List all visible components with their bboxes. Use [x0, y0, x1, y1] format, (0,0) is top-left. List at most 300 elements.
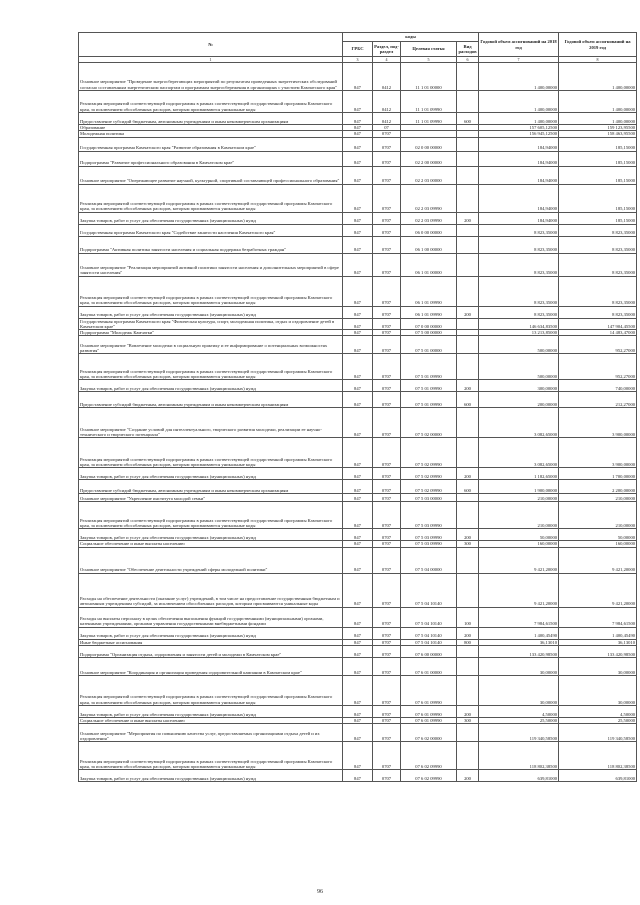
row-cs-cell: 07 5 03 09990: [401, 529, 457, 541]
row-razdel-cell: 0707: [373, 541, 401, 547]
row-grbs-cell: 847: [343, 184, 373, 212]
row-razdel-cell: 0707: [373, 151, 401, 166]
row-name-cell: Расходы на обеспечение деятельности (оказание услуг) учреждений, в том числе на предоставление государственным бюджетным и автономным учреждениям субсидий, за исключением обособленных расходов, которым присваиваются уникальные коды: [79, 573, 343, 607]
row-grbs-cell: 847: [343, 438, 373, 468]
row-cs-cell: 07 5 04 10140: [401, 607, 457, 627]
table-row: [79, 770, 637, 782]
row-2019-cell: 36,13010: [559, 639, 637, 645]
row-razdel-cell: 0707: [373, 706, 401, 718]
row-cs-cell: 06 0 00 00000: [401, 224, 457, 236]
row-2018-cell: 157 605,12500: [479, 125, 559, 131]
row-razdel-cell: 0707: [373, 236, 401, 253]
row-2018-cell: 50,00000: [479, 529, 559, 541]
table-row: [79, 529, 637, 541]
row-2019-cell: 952,27000: [559, 354, 637, 380]
row-razdel-cell: 0707: [373, 306, 401, 318]
row-2018-cell: 1 400,00000: [479, 91, 559, 113]
col-2019-header: Годовой объем ассигнований на 2019 год: [559, 33, 637, 57]
row-vr-cell: 200: [457, 770, 479, 782]
row-grbs-cell: 847: [343, 336, 373, 354]
row-razdel-cell: 0707: [373, 627, 401, 639]
row-2018-cell: 184,94000: [479, 184, 559, 212]
row-vr-cell: 200: [457, 627, 479, 639]
table-row: [79, 113, 637, 125]
row-2019-cell: 133 420,98500: [559, 646, 637, 658]
row-name-cell: Предоставление субсидий бюджетным, автономным учреждениям и иным некоммерческим организациям: [79, 113, 343, 125]
row-2018-cell: 639,81000: [479, 770, 559, 782]
row-cs-cell: 07 5 01 09990: [401, 354, 457, 380]
row-grbs-cell: 847: [343, 770, 373, 782]
row-2019-cell: 7 984,61500: [559, 607, 637, 627]
row-cs-cell: 06 1 00 00000: [401, 236, 457, 253]
row-grbs-cell: 847: [343, 224, 373, 236]
row-2019-cell: 3 900,00000: [559, 438, 637, 468]
row-2018-cell: 133 420,98500: [479, 646, 559, 658]
row-name-cell: Основное мероприятие "Координация и организация проведения оздоровительной кампании в Камчатском крае": [79, 658, 343, 676]
row-name-cell: Основное мероприятие "Мероприятия по повышению качества услуг, предоставляемых организациями отдыха детей и их оздоровления": [79, 724, 343, 742]
row-name-cell: Закупка товаров, работ и услуг для обеспечения государственных (муниципальных) нужд: [79, 380, 343, 392]
row-cs-cell: 07 5 00 00000: [401, 330, 457, 336]
row-razdel-cell: 0707: [373, 224, 401, 236]
row-razdel-cell: 0707: [373, 392, 401, 408]
row-grbs-cell: 847: [343, 646, 373, 658]
row-2019-cell: 8 823,35000: [559, 253, 637, 276]
row-name-cell: Образование: [79, 125, 343, 131]
row-razdel-cell: 0707: [373, 253, 401, 276]
row-2018-cell: 9 421,20000: [479, 547, 559, 573]
row-name-cell: Расходы на выплаты персоналу в целях обеспечения выполнения функций государственными (муниципальными) органами, казенными учреждениями, органами управления государственными внебюджетными фондами: [79, 607, 343, 627]
row-name-cell: Реализация мероприятий соответствующей подпрограммы в рамках соответствующей государственной программы Камчатского края, за исключением обособленных расходов, которым присваиваются уникальные коды: [79, 676, 343, 706]
row-vr-cell: [457, 276, 479, 306]
row-name-cell: Закупка товаров, работ и услуг для обеспечения государственных (муниципальных) нужд: [79, 529, 343, 541]
row-vr-cell: 600: [457, 113, 479, 125]
row-2018-cell: 1 400,00000: [479, 63, 559, 91]
row-razdel-cell: 0707: [373, 494, 401, 502]
row-razdel-cell: 0707: [373, 408, 401, 438]
row-name-cell: Подпрограмма "Организация отдыха, оздоровления и занятости детей и молодежи в Камчатском крае": [79, 646, 343, 658]
row-2018-cell: 500,00000: [479, 354, 559, 380]
row-2019-cell: 1 400,00000: [559, 91, 637, 113]
table-row: [79, 468, 637, 480]
budget-sheet: [78, 32, 636, 782]
row-2019-cell: 1 400,00000: [559, 63, 637, 91]
row-cs-cell: 07 5 04 10140: [401, 639, 457, 645]
row-grbs-cell: 847: [343, 392, 373, 408]
row-cs-cell: 07 6 02 00000: [401, 724, 457, 742]
row-2019-cell: 185,15000: [559, 137, 637, 151]
row-2019-cell: 50,00000: [559, 529, 637, 541]
row-name-cell: Основное мероприятие "Вовлечение молодежи в социальную практику и ее информирование о потенциальных возможностях развития": [79, 336, 343, 354]
row-name-cell: Основное мероприятие "Укрепление института молодой семьи": [79, 494, 343, 502]
row-2018-cell: 8 823,35000: [479, 276, 559, 306]
row-grbs-cell: 847: [343, 573, 373, 607]
row-2018-cell: 184,94000: [479, 166, 559, 184]
row-2018-cell: 8 823,35000: [479, 224, 559, 236]
row-vr-cell: [457, 573, 479, 607]
page-number: 96: [317, 889, 323, 895]
row-name-cell: Основное мероприятие "Реализация мероприятий активной политики занятости населения и дополнительных мероприятий в сфере занятости населения": [79, 253, 343, 276]
row-razdel-cell: 0707: [373, 184, 401, 212]
row-grbs-cell: 847: [343, 131, 373, 137]
row-name-cell: Подпрограмма "Развитие профессионального образования в Камчатском крае": [79, 151, 343, 166]
row-name-cell: Основное мероприятие "Опережающее развитие научной, культурной, спортивной составляющей профессионального образования": [79, 166, 343, 184]
row-vr-cell: 200: [457, 529, 479, 541]
row-2019-cell: 30,00000: [559, 658, 637, 676]
row-cs-cell: 06 1 01 09990: [401, 306, 457, 318]
table-row: [79, 63, 637, 91]
row-2018-cell: 200,00000: [479, 392, 559, 408]
row-vr-cell: [457, 336, 479, 354]
row-grbs-cell: 847: [343, 151, 373, 166]
row-2018-cell: 119 340,58500: [479, 724, 559, 742]
table-row: [79, 547, 637, 573]
row-name-cell: Реализация мероприятий соответствующей подпрограммы в рамках соответствующей государственной программы Камчатского края, за исключением обособленных расходов, которым присваиваются уникальные коды: [79, 438, 343, 468]
row-grbs-cell: 847: [343, 354, 373, 380]
col-cs-header: Целевая статья: [401, 42, 457, 57]
row-name-cell: Социальное обеспечение и иные выплаты населению: [79, 541, 343, 547]
row-2018-cell: 1 900,00000: [479, 480, 559, 494]
row-name-cell: Иные бюджетные ассигнования: [79, 639, 343, 645]
row-2019-cell: 159 123,95500: [559, 125, 637, 131]
row-grbs-cell: 847: [343, 658, 373, 676]
row-grbs-cell: 847: [343, 494, 373, 502]
table-row: [79, 724, 637, 742]
row-2018-cell: 210,00000: [479, 494, 559, 502]
row-grbs-cell: 847: [343, 541, 373, 547]
row-razdel-cell: 0707: [373, 639, 401, 645]
row-cs-cell: 06 1 01 09990: [401, 276, 457, 306]
row-vr-cell: 200: [457, 706, 479, 718]
row-name-cell: Социальное обеспечение и иные выплаты населению: [79, 718, 343, 724]
row-name-cell: Подпрограмма "Активная политика занятости населения и социальная поддержка безработных граждан": [79, 236, 343, 253]
table-row: [79, 646, 637, 658]
row-2019-cell: 8 823,35000: [559, 236, 637, 253]
row-vr-cell: [457, 354, 479, 380]
row-cs-cell: 07 5 04 10140: [401, 573, 457, 607]
row-cs-cell: 07 5 04 00000: [401, 547, 457, 573]
row-2019-cell: 8 823,35000: [559, 306, 637, 318]
row-razdel-cell: 0707: [373, 547, 401, 573]
table-row: [79, 380, 637, 392]
row-2018-cell: 7 984,61500: [479, 607, 559, 627]
row-cs-cell: 07 5 03 09990: [401, 502, 457, 529]
row-grbs-cell: 847: [343, 253, 373, 276]
row-vr-cell: [457, 63, 479, 91]
table-row: [79, 224, 637, 236]
row-name-cell: Реализация мероприятий соответствующей подпрограммы в рамках соответствующей государственной программы Камчатского края, за исключением обособленных расходов, которым присваиваются уникальные коды: [79, 354, 343, 380]
col-index: 3: [343, 57, 373, 63]
row-razdel-cell: 0707: [373, 131, 401, 137]
row-razdel-cell: 0707: [373, 718, 401, 724]
row-vr-cell: [457, 318, 479, 330]
row-vr-cell: [457, 184, 479, 212]
row-vr-cell: [457, 91, 479, 113]
row-razdel-cell: 0707: [373, 573, 401, 607]
row-2018-cell: 184,94000: [479, 151, 559, 166]
row-grbs-cell: 847: [343, 137, 373, 151]
row-razdel-cell: 0707: [373, 137, 401, 151]
row-2019-cell: 185,15000: [559, 151, 637, 166]
table-row: [79, 336, 637, 354]
row-cs-cell: 07 5 02 09990: [401, 468, 457, 480]
row-cs-cell: 02 2 03 09990: [401, 212, 457, 224]
table-row: [79, 184, 637, 212]
row-grbs-cell: 847: [343, 676, 373, 706]
row-2019-cell: 1 400,00000: [559, 113, 637, 125]
table-row: [79, 718, 637, 724]
row-2019-cell: 185,15000: [559, 212, 637, 224]
row-grbs-cell: 847: [343, 166, 373, 184]
col-index: 7: [479, 57, 559, 63]
row-2019-cell: 160,00000: [559, 541, 637, 547]
row-razdel-cell: 0707: [373, 380, 401, 392]
row-razdel-cell: 0707: [373, 676, 401, 706]
row-vr-cell: [457, 253, 479, 276]
row-2019-cell: 14 483,47000: [559, 330, 637, 336]
row-2018-cell: 160,00000: [479, 541, 559, 547]
table-row: [79, 502, 637, 529]
row-2019-cell: 9 421,20000: [559, 573, 637, 607]
row-2018-cell: 146 634,83500: [479, 318, 559, 330]
row-2018-cell: 13 213,85000: [479, 330, 559, 336]
row-cs-cell: 02 2 03 00000: [401, 166, 457, 184]
row-cs-cell: 07 6 01 00000: [401, 658, 457, 676]
row-vr-cell: 200: [457, 212, 479, 224]
row-razdel-cell: 0707: [373, 658, 401, 676]
row-cs-cell: 07 5 02 09990: [401, 438, 457, 468]
row-name-cell: Закупка товаров, работ и услуг для обеспечения государственных (муниципальных) нужд: [79, 706, 343, 718]
table-row: [79, 541, 637, 547]
col-index: 1: [79, 57, 343, 63]
row-grbs-cell: 847: [343, 63, 373, 91]
row-2018-cell: 184,94000: [479, 212, 559, 224]
row-razdel-cell: 0707: [373, 166, 401, 184]
row-vr-cell: 600: [457, 392, 479, 408]
table-row: [79, 742, 637, 770]
row-2018-cell: 25,50000: [479, 718, 559, 724]
row-2019-cell: 4,50000: [559, 706, 637, 718]
table-row: [79, 480, 637, 494]
row-2018-cell: 3 082,65000: [479, 438, 559, 468]
row-razdel-cell: 0707: [373, 770, 401, 782]
row-cs-cell: 07 5 03 00000: [401, 494, 457, 502]
row-vr-cell: 200: [457, 380, 479, 392]
row-2019-cell: 30,00000: [559, 676, 637, 706]
row-2018-cell: 500,00000: [479, 336, 559, 354]
row-grbs-cell: 847: [343, 718, 373, 724]
row-razdel-cell: 0707: [373, 607, 401, 627]
row-2019-cell: 212,27000: [559, 392, 637, 408]
row-2019-cell: 118 802,38500: [559, 742, 637, 770]
row-2019-cell: 3 900,00000: [559, 408, 637, 438]
row-cs-cell: 02 2 00 00000: [401, 151, 457, 166]
row-cs-cell: 11 1 01 09990: [401, 113, 457, 125]
row-2019-cell: 119 340,58500: [559, 724, 637, 742]
row-cs-cell: 07 5 01 00000: [401, 336, 457, 354]
row-razdel-cell: 0707: [373, 336, 401, 354]
col-codes-header: коды: [343, 33, 479, 42]
col-2018-header: Годовой объем ассигнований на 2018 год: [479, 33, 559, 57]
row-razdel-cell: 0412: [373, 113, 401, 125]
table-row: [79, 392, 637, 408]
row-razdel-cell: 0707: [373, 276, 401, 306]
row-vr-cell: [457, 547, 479, 573]
row-cs-cell: 07 6 01 09990: [401, 718, 457, 724]
row-grbs-cell: 847: [343, 212, 373, 224]
table-row: [79, 253, 637, 276]
row-name-cell: Закупка товаров, работ и услуг для обеспечения государственных (муниципальных) нужд: [79, 212, 343, 224]
row-grbs-cell: 847: [343, 408, 373, 438]
row-2018-cell: 300,00000: [479, 380, 559, 392]
table-row: [79, 706, 637, 718]
col-index: 5: [401, 57, 457, 63]
row-2019-cell: 210,00000: [559, 502, 637, 529]
row-grbs-cell: 847: [343, 468, 373, 480]
row-cs-cell: 07 5 03 09990: [401, 541, 457, 547]
row-name-cell: Закупка товаров, работ и услуг для обеспечения государственных (муниципальных) нужд: [79, 468, 343, 480]
table-row: [79, 137, 637, 151]
row-2019-cell: 185,15000: [559, 184, 637, 212]
row-cs-cell: 07 6 02 09990: [401, 770, 457, 782]
col-grbs-header: ГРБС: [343, 42, 373, 57]
row-cs-cell: 06 1 01 00000: [401, 253, 457, 276]
row-cs-cell: 11 1 01 00000: [401, 63, 457, 91]
row-grbs-cell: 847: [343, 607, 373, 627]
table-row: [79, 276, 637, 306]
row-cs-cell: 07 6 00 00000: [401, 646, 457, 658]
row-grbs-cell: 847: [343, 742, 373, 770]
row-vr-cell: [457, 408, 479, 438]
col-razdel-header: Раздел, под-раздел: [373, 42, 401, 57]
row-name-cell: Основное мероприятие "Проведение энергосберегающих мероприятий по результатам проведенных энергетических обследований согласно составленным энергетическим паспортам и программам энергосбережения в организациях с участием Камчатского края": [79, 63, 343, 91]
row-vr-cell: 200: [457, 468, 479, 480]
row-vr-cell: [457, 724, 479, 742]
col-index: 6: [457, 57, 479, 63]
row-name-cell: Молодежная политика: [79, 131, 343, 137]
row-2018-cell: 3 082,65000: [479, 408, 559, 438]
row-2019-cell: 210,00000: [559, 494, 637, 502]
row-vr-cell: [457, 438, 479, 468]
row-2019-cell: 147 904,45500: [559, 318, 637, 330]
row-2018-cell: 30,00000: [479, 676, 559, 706]
row-grbs-cell: 847: [343, 706, 373, 718]
row-vr-cell: [457, 494, 479, 502]
row-2018-cell: 1 400,45490: [479, 627, 559, 639]
table-row: [79, 166, 637, 184]
row-vr-cell: [457, 236, 479, 253]
col-index: 4: [373, 57, 401, 63]
row-name-cell: Государственная программа Камчатского края "Содействие занятости населения Камчатского края": [79, 224, 343, 236]
row-2019-cell: 1 400,45490: [559, 627, 637, 639]
row-2019-cell: 2 200,00000: [559, 480, 637, 494]
row-grbs-cell: 847: [343, 113, 373, 125]
row-name-cell: Предоставление субсидий бюджетным, автономным учреждениям и иным некоммерческим организациям: [79, 480, 343, 494]
row-name-cell: Реализация мероприятий соответствующей подпрограммы в рамках соответствующей государственной программы Камчатского края, за исключением обособленных расходов, которым присваиваются уникальные коды: [79, 502, 343, 529]
table-row: [79, 306, 637, 318]
row-grbs-cell: 847: [343, 318, 373, 330]
row-cs-cell: 07 5 04 10140: [401, 627, 457, 639]
row-razdel-cell: 0707: [373, 330, 401, 336]
row-razdel-cell: 0707: [373, 212, 401, 224]
row-grbs-cell: 847: [343, 480, 373, 494]
row-vr-cell: [457, 676, 479, 706]
row-name-cell: Реализация мероприятий соответствующей подпрограммы в рамках соответствующей государственной программы Камчатского края, за исключением обособленных расходов, которым присваиваются уникальные коды: [79, 184, 343, 212]
row-grbs-cell: 847: [343, 502, 373, 529]
row-name-cell: Государственная программа Камчатского края "Физическая культура, спорт, молодежная политика, отдых и оздоровление детей в Камчатском крае": [79, 318, 343, 330]
table-row: [79, 354, 637, 380]
row-2019-cell: 8 823,35000: [559, 276, 637, 306]
col-number-header: №: [79, 33, 343, 57]
row-grbs-cell: 847: [343, 330, 373, 336]
row-2019-cell: 158 463,95500: [559, 131, 637, 137]
row-name-cell: Предоставление субсидий бюджетным, автономным учреждениям и иным некоммерческим организациям: [79, 392, 343, 408]
row-2018-cell: 184,94000: [479, 137, 559, 151]
row-name-cell: Закупка товаров, работ и услуг для обеспечения государственных (муниципальных) нужд: [79, 627, 343, 639]
row-grbs-cell: 847: [343, 236, 373, 253]
col-vr-header: Вид расходов: [457, 42, 479, 57]
table-row: [79, 318, 637, 330]
row-cs-cell: 07 6 01 09990: [401, 676, 457, 706]
row-vr-cell: [457, 658, 479, 676]
row-grbs-cell: 847: [343, 276, 373, 306]
row-name-cell: Государственная программа Камчатского края "Развитие образования в Камчатском крае": [79, 137, 343, 151]
row-razdel-cell: 07: [373, 125, 401, 131]
table-row: [79, 408, 637, 438]
row-vr-cell: 300: [457, 718, 479, 724]
row-cs-cell: 02 2 03 09990: [401, 184, 457, 212]
row-grbs-cell: 847: [343, 627, 373, 639]
row-grbs-cell: 847: [343, 529, 373, 541]
row-razdel-cell: 0707: [373, 438, 401, 468]
row-cs-cell: 07 6 01 09990: [401, 706, 457, 718]
row-razdel-cell: 0707: [373, 468, 401, 480]
row-name-cell: Закупка товаров, работ и услуг для обеспечения государственных (муниципальных) нужд: [79, 770, 343, 782]
row-cs-cell: 07 5 02 00000: [401, 408, 457, 438]
row-vr-cell: 300: [457, 541, 479, 547]
row-vr-cell: [457, 742, 479, 770]
row-vr-cell: [457, 166, 479, 184]
table-row: [79, 91, 637, 113]
row-2019-cell: 9 421,20000: [559, 547, 637, 573]
row-2018-cell: 8 823,35000: [479, 236, 559, 253]
row-vr-cell: 600: [457, 480, 479, 494]
row-grbs-cell: 847: [343, 125, 373, 131]
row-2018-cell: 8 823,35000: [479, 306, 559, 318]
row-2019-cell: 25,50000: [559, 718, 637, 724]
row-2018-cell: 30,00000: [479, 658, 559, 676]
row-2018-cell: 118 802,38500: [479, 742, 559, 770]
table-body: [79, 63, 637, 782]
row-razdel-cell: 0707: [373, 318, 401, 330]
row-grbs-cell: 847: [343, 724, 373, 742]
row-2019-cell: 8 823,35000: [559, 224, 637, 236]
row-name-cell: Основное мероприятие "Создание условий для интеллектуального, творческого развития молодежи, реализации ее научно-технического и творческого потенциала": [79, 408, 343, 438]
row-grbs-cell: 847: [343, 380, 373, 392]
row-2019-cell: 639,81000: [559, 770, 637, 782]
table-row: [79, 627, 637, 639]
table-row: [79, 151, 637, 166]
row-razdel-cell: 0707: [373, 354, 401, 380]
row-cs-cell: 07 0 00 00000: [401, 318, 457, 330]
table-header: [79, 33, 637, 63]
row-name-cell: Закупка товаров, работ и услуг для обеспечения государственных (муниципальных) нужд: [79, 306, 343, 318]
row-razdel-cell: 0707: [373, 502, 401, 529]
row-2019-cell: 740,00000: [559, 380, 637, 392]
row-vr-cell: 800: [457, 639, 479, 645]
row-2019-cell: 952,27000: [559, 336, 637, 354]
row-razdel-cell: 0707: [373, 529, 401, 541]
row-2019-cell: 185,15000: [559, 166, 637, 184]
